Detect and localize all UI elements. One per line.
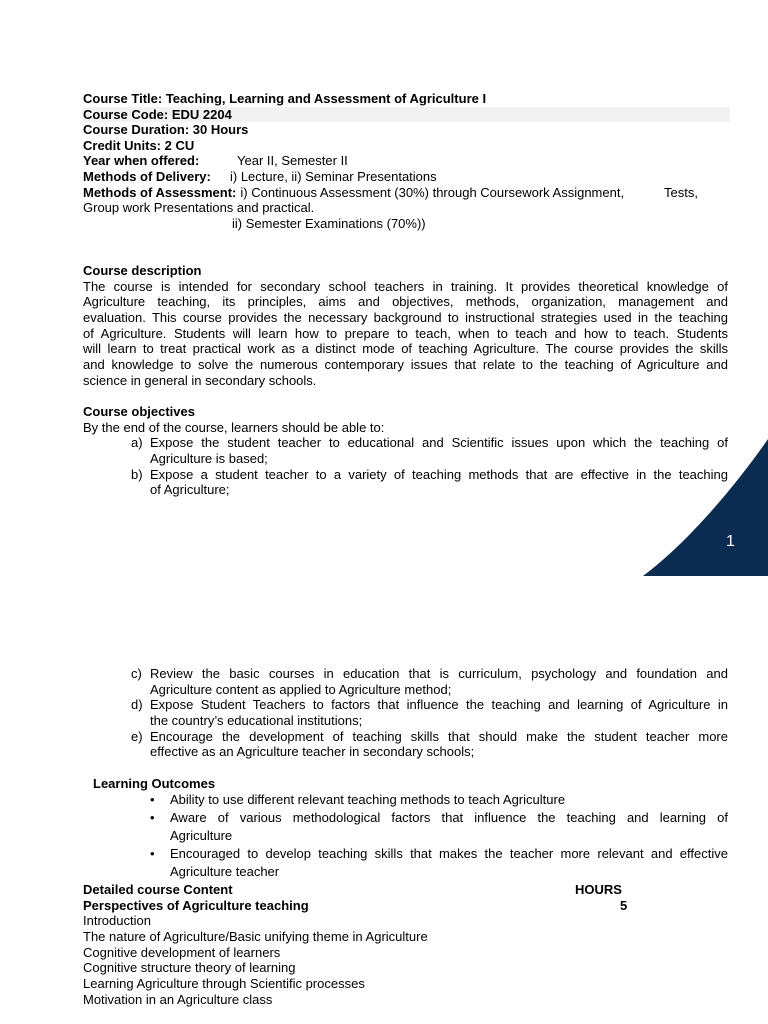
assessment-value-2: ii) Semester Examinations (70%))	[232, 215, 426, 231]
objective-text	[150, 697, 728, 728]
objective-line: Expose the student teacher to educational and Scientific issues upon which the teaching of	[150, 435, 728, 451]
bullet-icon	[150, 791, 155, 809]
objective-item	[83, 467, 728, 498]
topic-item: Learning Agriculture through Scientific processes	[83, 976, 365, 992]
list-item	[83, 791, 728, 809]
course-content	[83, 882, 728, 1008]
objective-label: c)	[131, 666, 142, 681]
assessment-value-1-end: Tests,	[664, 184, 698, 200]
delivery-row	[83, 169, 728, 185]
learning-outcomes-list	[83, 791, 728, 881]
topic-item: Motivation in an Agriculture class	[83, 991, 273, 1007]
topic-item: The nature of Agriculture/Basic unifying theme in Agriculture	[83, 929, 428, 945]
list-item	[83, 809, 728, 845]
list-item-line: Encouraged to develop teaching skills that makes the teacher more relevant and effective	[170, 846, 728, 861]
course-objectives	[83, 404, 728, 498]
objective-item	[83, 666, 728, 697]
objective-text	[150, 729, 728, 760]
topic-item: Cognitive development of learners	[83, 944, 281, 960]
objective-label: e)	[131, 728, 143, 744]
description-line: and knowledge to solve the numerous contemporary issues that relate to the teaching of Agriculture and	[83, 357, 728, 373]
assessment-continuation: Group work Presentations and practical.	[83, 200, 315, 216]
course-duration: Course Duration: 30 Hours	[83, 122, 249, 138]
objective-text	[150, 666, 728, 697]
list-item-text	[170, 845, 728, 881]
credit-units: Credit Units: 2 CU	[83, 137, 195, 153]
section-hours: 5	[620, 897, 628, 913]
objectives-intro: By the end of the course, learners should be able to:	[83, 419, 385, 435]
year-offered-row	[83, 153, 728, 169]
description-line: will learn to treat practical work as a distinct mode of teaching Agriculture. The course provides the skills	[83, 341, 728, 357]
content-heading: Detailed course Content	[83, 882, 233, 897]
topic-item: Cognitive structure theory of learning	[83, 960, 296, 976]
objective-line: of Agriculture;	[150, 482, 230, 498]
course-info	[83, 91, 728, 231]
content-section-row	[83, 898, 728, 914]
objective-line: Agriculture is based;	[150, 451, 268, 467]
objective-line: Agriculture content as applied to Agriculture method;	[150, 681, 452, 697]
description-line: Agriculture teaching, its principles, aims and objectives, methods, organization, management and	[83, 294, 728, 310]
assessment-label: Methods of Assessment:	[83, 184, 237, 200]
learning-outcomes-heading-wrap	[93, 776, 728, 792]
page-corner-decoration	[640, 427, 768, 577]
course-objectives-continued	[83, 666, 728, 760]
objective-line: effective as an Agriculture teacher in secondary schools;	[150, 744, 475, 760]
list-item-text	[170, 809, 728, 845]
year-offered-value: Year II, Semester II	[237, 153, 348, 169]
bullet-icon	[150, 809, 155, 827]
objective-item	[83, 697, 728, 728]
objective-label: a)	[131, 435, 143, 451]
list-item-line: Aware of various methodological factors that influence the teaching and learning of	[170, 810, 728, 825]
objective-item	[83, 435, 728, 466]
objective-line: Expose Student Teachers to factors that influence the teaching and learning of Agriculture in	[150, 697, 728, 713]
description-line: science in general in secondary schools.	[83, 372, 317, 388]
delivery-label: Methods of Delivery:	[83, 168, 211, 184]
description-line: The course is intended for secondary school teachers in training. It provides theoretical knowledge of	[83, 278, 728, 294]
objective-line: Expose a student teacher to a variety of teaching methods that are effective in the teaching	[150, 466, 728, 482]
list-item-text	[170, 791, 728, 809]
list-item-line: Agriculture	[170, 828, 233, 843]
course-title: Course Title: Teaching, Learning and Assessment of Agriculture I	[83, 91, 487, 106]
assessment-row	[83, 185, 728, 201]
list-item	[83, 845, 728, 881]
page-number: 1	[726, 533, 735, 550]
bullet-icon	[150, 845, 155, 863]
learning-outcomes-heading: Learning Outcomes	[93, 776, 216, 791]
description-heading: Course description	[83, 263, 202, 278]
list-item-line: Ability to use different relevant teaching methods to teach Agriculture	[170, 792, 566, 807]
section-title: Perspectives of Agriculture teaching	[83, 897, 309, 913]
objective-line: the country’s educational institutions;	[150, 713, 363, 729]
course-description	[83, 263, 728, 389]
course-code: Course Code: EDU 2204	[83, 107, 730, 123]
delivery-value: i) Lecture, ii) Seminar Presentations	[230, 168, 437, 184]
list-item-line: Agriculture teacher	[170, 864, 280, 879]
objective-line: Review the basic courses in education that is curriculum, psychology and foundation and	[150, 666, 728, 681]
topic-item: Introduction	[83, 913, 151, 929]
description-line: evaluation. This course provides the necessary background to instructional strategies used in the teaching	[83, 310, 728, 326]
objective-item	[83, 729, 728, 760]
assessment-value-1: i) Continuous Assessment (30%) through Coursework Assignment,	[240, 184, 625, 200]
description-line: of Agriculture. Students will learn how to prepare to teach, when to teach and how to teach. Students	[83, 325, 728, 341]
year-offered-label: Year when offered:	[83, 153, 200, 169]
hours-heading: HOURS	[575, 882, 622, 897]
content-header-row	[83, 882, 728, 898]
objective-label: d)	[131, 697, 143, 713]
assessment-row-2	[83, 216, 728, 232]
objective-line: Encourage the development of teaching skills that should make the student teacher more	[150, 728, 728, 744]
objective-label: b)	[131, 466, 143, 482]
objectives-heading: Course objectives	[83, 404, 195, 419]
